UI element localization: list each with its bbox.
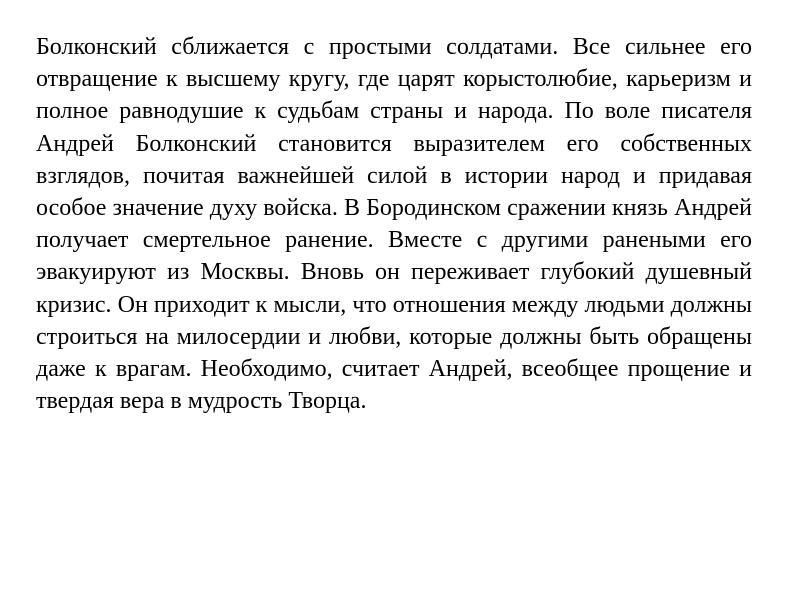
slide-body-text: Болконский сближается с простыми солдатами. Все сильнее его отвращение к высшему кругу, где царят корыстолюбие, карьеризм и полное равнодушие к судьбам страны и народа. По воле писателя Андрей Болконский становится выразителем его собственных взглядов, почитая важнейшей силой в истории народ и придавая особое значение духу войска. В Бородинском сражении князь Андрей получает смертельное ранение. Вместе с другими ранеными его эвакуируют из Москвы. Вновь он переживает глубокий душевный кризис. Он приходит к мысли, что отношения между людьми должны строиться на милосердии и любви, которые должны быть обращены даже к врагам. Необходимо, считает Андрей, всеобщее прощение и твердая вера в мудрость Творца. — [36, 34, 752, 415]
